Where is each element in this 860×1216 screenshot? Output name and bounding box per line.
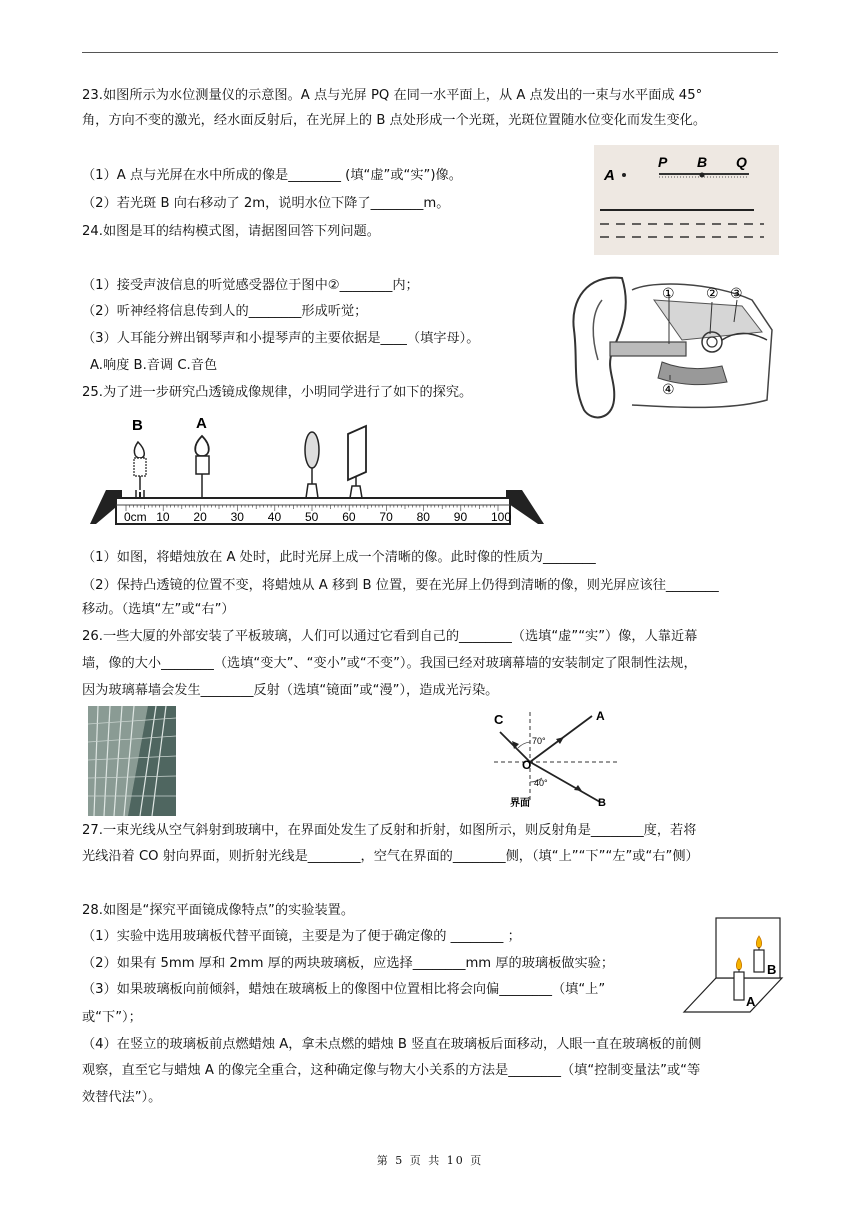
label-b: B bbox=[598, 797, 606, 809]
ruler-tick-label: 90 bbox=[453, 510, 468, 524]
label-o: O bbox=[522, 758, 532, 772]
ruler-tick-label: 80 bbox=[416, 510, 430, 524]
q23-part2: （2）若光斑 B 向右移动了 2m，说明水位下降了________m。 bbox=[82, 196, 450, 211]
q28-stem: 28.如图是“探究平面镜成像特点”的实验装置。 bbox=[82, 903, 355, 918]
label-candle-a: A bbox=[196, 415, 207, 432]
header-rule bbox=[82, 52, 778, 53]
label-b: B bbox=[697, 154, 708, 170]
ruler-tick-label: 70 bbox=[379, 510, 393, 524]
ruler-tick-label: 30 bbox=[230, 510, 244, 524]
ruler-tick-label: 60 bbox=[342, 510, 356, 524]
q28-part1: （1）实验中选用玻璃板代替平面镜，主要是为了便于确定像的 ________ ； bbox=[82, 929, 521, 944]
q27-line2: 光线沿着 CO 射向界面，则折射光线是________，空气在界面的________侧，（填“上”“下”“左”或“右”侧） bbox=[82, 849, 699, 864]
refraction-figure bbox=[492, 706, 622, 810]
q25-part2b: 移动。（选填“左”或“右”） bbox=[82, 602, 235, 617]
ruler-tick-label: 0cm bbox=[124, 510, 147, 524]
optical-bench-figure bbox=[88, 412, 548, 530]
ruler-tick-label: 20 bbox=[193, 510, 207, 524]
label-1: ① bbox=[662, 285, 675, 301]
q26-line1: 26.一些大厦的外部安装了平板玻璃，人们可以通过它看到自己的________（选填“虚”“实”）像，人靠近幕 bbox=[82, 629, 698, 644]
q24-part1: （1）接受声波信息的听觉感受器位于图中②________内； bbox=[82, 278, 419, 293]
plane-mirror-figure bbox=[682, 914, 784, 1018]
ruler-tick-label: 10 bbox=[156, 510, 170, 524]
q26-line3: 因为玻璃幕墙会发生________反射（选填“镜面”或“漫”），造成光污染。 bbox=[82, 683, 499, 698]
q28-part2: （2）如果有 5mm 厚和 2mm 厚的两块玻璃板，应选择________mm 厚的玻璃板做实验； bbox=[82, 956, 615, 971]
label-c: C bbox=[494, 712, 504, 727]
q25-part1: （1）如图，将蜡烛放在 A 处时，此时光屏上成一个清晰的像。此时像的性质为________ bbox=[82, 550, 596, 565]
label-a: A bbox=[604, 167, 615, 184]
label-a: A bbox=[596, 709, 605, 723]
ruler-tick-label: 50 bbox=[305, 510, 319, 524]
label-interface: 界面 bbox=[510, 798, 530, 809]
q25-part2a: （2）保持凸透镜的位置不变，将蜡烛从 A 移到 B 位置，要在光屏上仍得到清晰的像，则光屏应该往________ bbox=[82, 578, 719, 593]
label-3: ③ bbox=[730, 285, 743, 301]
label-angle-40: 40° bbox=[534, 778, 548, 788]
q27-line1: 27.一束光线从空气斜射到玻璃中，在界面处发生了反射和折射，如图所示，则反射角是________度，若将 bbox=[82, 823, 697, 838]
q28-part4a: （4）在竖立的玻璃板前点燃蜡烛 A，拿未点燃的蜡烛 B 竖直在玻璃板后面移动，人眼一直在玻璃板的前侧 bbox=[82, 1037, 702, 1052]
ruler-tick-label: 100 bbox=[491, 510, 512, 524]
glass-curtain-photo bbox=[88, 706, 176, 816]
q24-options: A.响度 B.音调 C.音色 bbox=[90, 358, 218, 373]
q24-part2: （2）听神经将信息传到人的________形成听觉； bbox=[82, 304, 368, 319]
q28-part4b: 观察，直至它与蜡烛 A 的像完全重合，这种确定像与物大小关系的方法是________（填“控制变量法”或“等 bbox=[82, 1063, 701, 1078]
ear-structure-figure bbox=[562, 270, 786, 430]
label-candle-b: B bbox=[132, 417, 143, 434]
label-q: Q bbox=[736, 154, 747, 170]
label-b: B bbox=[767, 962, 777, 977]
q25-stem: 25.为了进一步研究凸透镜成像规律，小明同学进行了如下的探究。 bbox=[82, 385, 473, 400]
q28-part3a: （3）如果玻璃板向前倾斜，蜡烛在玻璃板上的像图中位置相比将会向偏________（填“上” bbox=[82, 982, 606, 997]
q28-part3b: 或“下”）； bbox=[82, 1010, 142, 1025]
water-level-figure bbox=[594, 145, 779, 255]
q24-stem: 24.如图是耳的结构模式图，请据图回答下列问题。 bbox=[82, 224, 380, 239]
label-2: ② bbox=[706, 285, 719, 301]
ruler-tick-label: 40 bbox=[267, 510, 282, 524]
q23-part1: （1）A 点与光屏在水中所成的像是________ (填“虚”或“实”)像。 bbox=[82, 168, 462, 183]
label-angle-70: 70° bbox=[532, 736, 546, 746]
q24-part3: （3）人耳能分辨出钢琴声和小提琴声的主要依据是____（填字母）。 bbox=[82, 331, 480, 346]
label-4: ④ bbox=[662, 381, 675, 397]
q26-line2: 墙，像的大小________（选填“变大”、“变小”或“不变”）。我国已经对玻璃幕墙的安装制定了限制性法规， bbox=[82, 656, 697, 671]
q23-stem-line1: 23.如图所示为水位测量仪的示意图。A 点与光屏 PQ 在同一水平面上，从 A 点发出的一束与水平面成 45° bbox=[82, 88, 703, 103]
label-a: A bbox=[746, 994, 756, 1009]
page-footer: 第 5 页 共 10 页 bbox=[376, 1154, 484, 1167]
label-p: P bbox=[658, 154, 668, 170]
q28-part4c: 效替代法”）。 bbox=[82, 1090, 162, 1105]
q23-stem-line2: 角，方向不变的激光，经水面反射后，在光屏上的 B 点处形成一个光斑，光斑位置随水位变化而发生变化。 bbox=[82, 113, 707, 128]
